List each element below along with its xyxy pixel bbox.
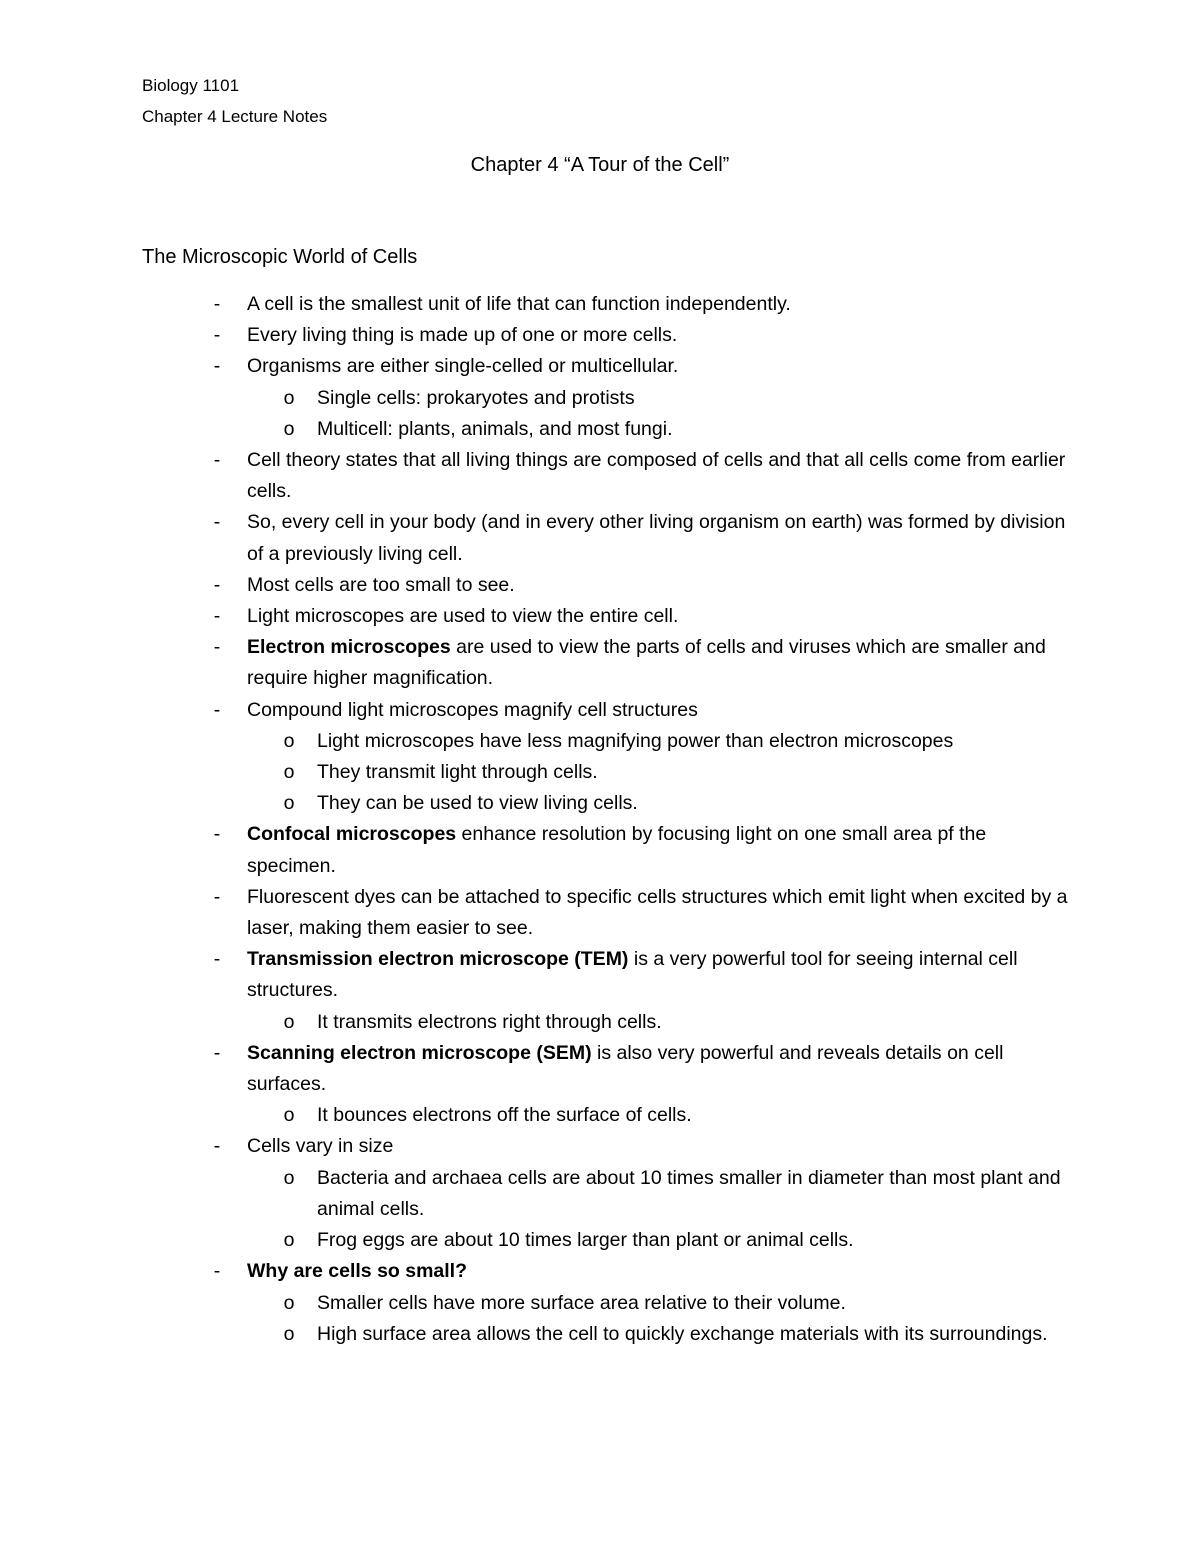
course-name: Biology 1101 [142,76,240,95]
item-body-text: Smaller cells have more surface area relative to their volume. [317,1291,846,1314]
list-item-text [247,574,515,596]
circle-bullet: o [283,1166,295,1189]
list-item [0,351,1200,382]
dash-bullet: - [213,324,221,347]
item-body-text: Cells vary in size [247,1135,394,1158]
item-body-text: Every living thing is made up of one or more cells. [247,324,678,347]
item-body-text: are used to view the parts of cells and viruses which are smaller and require higher magnification. [247,636,1046,690]
bold-term: Electron microscopes [247,636,451,659]
list-item-text [247,449,1065,502]
dash-bullet: - [213,573,221,596]
list-item [0,289,1200,320]
item-body-text: Fluorescent dyes can be attached to specific cells structures which emit light when excited by a laser, making them easier to see. [247,885,1068,940]
circle-bullet: o [283,792,295,815]
circle-bullet: o [283,386,295,409]
item-body-text: Light microscopes have less magnifying power than electron microscopes [317,729,954,752]
list-item-text [247,324,677,346]
list-item-text [317,1011,662,1033]
dash-bullet: - [213,1260,221,1283]
list-item [0,632,1200,694]
list-item [0,695,1200,726]
list-item [0,507,1200,569]
list-item-text [317,1292,846,1314]
sub-list-item [0,1319,1200,1350]
circle-bullet: o [283,1010,295,1033]
list-item [0,1038,1200,1100]
item-body-text: Light microscopes are used to view the entire cell. [247,605,679,628]
dash-bullet: - [213,1135,221,1158]
dash-bullet: - [213,698,221,721]
list-item [0,1256,1200,1287]
sub-list-item [0,1007,1200,1038]
dash-bullet: - [213,948,221,971]
sub-list-item [0,1225,1200,1256]
list-item-text [247,636,1046,689]
circle-bullet: o [283,1104,295,1127]
list-item-text [247,886,1068,939]
item-body-text: It bounces electrons off the surface of cells. [317,1104,692,1127]
list-item-text [317,761,598,783]
sub-list-item [0,414,1200,445]
bold-term: Scanning electron microscope (SEM) [247,1041,592,1064]
item-body-text: Most cells are too small to see. [247,573,515,596]
item-body-text: Frog eggs are about 10 times larger than plant or animal cells. [317,1229,854,1252]
bold-term: Why are cells so small? [247,1260,468,1283]
sub-list-item [0,788,1200,819]
list-item-text [247,511,1065,564]
list-item [0,819,1200,881]
notes-list [0,289,1200,1350]
item-body-text: is also very powerful and reveals details on cell surfaces. [247,1041,1004,1096]
circle-bullet: o [283,1229,295,1252]
item-body-text: So, every cell in your body (and in every other living organism on earth) was formed by division of a previously living cell. [247,511,1066,565]
list-item [0,601,1200,632]
list-item-text [247,948,1018,1001]
item-body-text: Multicell: plants, animals, and most fungi. [317,417,673,440]
list-item-text [317,1323,1048,1345]
list-item-text [247,355,678,377]
dash-bullet: - [213,823,221,846]
list-item-text [247,1135,393,1157]
sub-list-item [0,1288,1200,1319]
list-item-text [247,1260,467,1282]
list-item-text [317,1229,854,1251]
item-body-text: It transmits electrons right through cells. [317,1010,662,1033]
sub-list-item [0,757,1200,788]
bold-term: Confocal microscopes [247,823,457,846]
section-heading: The Microscopic World of Cells [142,246,418,268]
item-body-text: They can be used to view living cells. [317,792,638,815]
dash-bullet: - [213,1041,221,1064]
bold-term: Transmission electron microscope (TEM) [247,948,629,971]
circle-bullet: o [283,417,295,440]
item-body-text: High surface area allows the cell to quickly exchange materials with its surroundings. [317,1322,1048,1345]
list-item [0,944,1200,1006]
dash-bullet: - [213,511,221,534]
list-item-text [247,293,791,315]
list-item-text [317,730,953,752]
dash-bullet: - [213,885,221,908]
list-item-text [317,792,638,814]
item-body-text: Cell theory states that all living things are composed of cells and that all cells come from earlier cells. [247,449,1066,503]
dash-bullet: - [213,449,221,472]
document-header [142,70,327,132]
list-item-text [317,418,673,440]
list-item-text [247,823,986,876]
list-item [0,1131,1200,1162]
item-body-text: Organisms are either single-celled or multicellular. [247,355,679,378]
page-title: Chapter 4 “A Tour of the Cell” [470,154,730,176]
dash-bullet: - [213,636,221,659]
item-body-text: They transmit light through cells. [317,761,598,784]
item-body-text: is a very powerful tool for seeing internal cell structures. [247,948,1018,1002]
dash-bullet: - [213,355,221,378]
notes-subtitle: Chapter 4 Lecture Notes [142,107,328,126]
list-item [0,320,1200,351]
list-item-text [247,1042,1003,1095]
item-body-text: Bacteria and archaea cells are about 10 times smaller in diameter than most plant and animal cells. [317,1166,1061,1220]
sub-list-item [0,383,1200,414]
circle-bullet: o [283,761,295,784]
list-item [0,882,1200,944]
item-body-text: Single cells: prokaryotes and protists [317,386,635,409]
sub-list-item [0,726,1200,757]
list-item-text [247,605,678,627]
list-item-text [317,387,635,409]
list-item [0,570,1200,601]
circle-bullet: o [283,1291,295,1314]
item-body-text: enhance resolution by focusing light on one small area pf the specimen. [247,823,987,877]
item-body-text: Compound light microscopes magnify cell structures [247,698,698,721]
sub-list-item [0,1163,1200,1225]
dash-bullet: - [213,293,221,315]
list-item-text [247,699,698,721]
dash-bullet: - [213,605,221,628]
circle-bullet: o [283,1322,295,1345]
list-item-text [317,1104,692,1126]
item-body-text: A cell is the smallest unit of life that can function independently. [247,293,791,315]
list-item [0,445,1200,507]
list-item-text [317,1167,1061,1220]
circle-bullet: o [283,729,295,752]
sub-list-item [0,1100,1200,1131]
